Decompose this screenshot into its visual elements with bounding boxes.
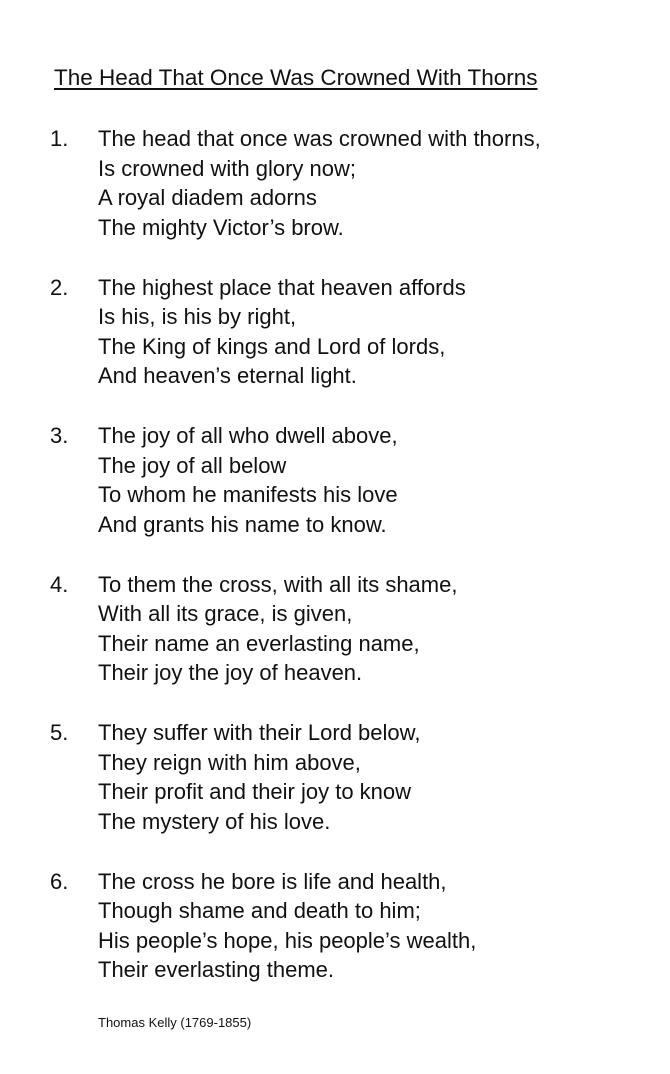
verse-line: The joy of all below [98,452,287,478]
verse-lines [98,867,476,985]
verse-line: They reign with him above, [98,749,361,775]
verse-line: The head that once was crowned with thorns, [98,126,541,151]
verse-line: Is crowned with glory now; [98,155,356,181]
verse-line: And heaven’s eternal light. [98,363,357,389]
verse-line: And grants his name to know. [98,511,387,537]
verse-line: The mystery of his love. [98,808,331,834]
verse-line: Is his, is his by right, [98,304,297,330]
verse-line: Their joy the joy of heaven. [98,660,363,686]
verse-number: 5. [50,720,69,745]
verse-lines [98,570,457,688]
verse-lines [98,124,541,242]
verse-lines [98,273,466,391]
verse-number: 2. [50,274,69,300]
verse-line: Their profit and their joy to know [98,779,412,805]
verse-line: With all its grace, is given, [98,601,353,627]
verse-number: 6. [50,868,69,894]
verse-line: To whom he manifests his love [98,482,398,508]
verse-line: Though shame and death to him; [98,898,421,924]
verse-line: The mighty Victor’s brow. [98,214,344,240]
verse-number: 4. [50,571,69,597]
verse-lines [98,718,420,836]
hymn-title: The Head That Once Was Crowned With Thorns [54,65,538,90]
verse-line: The King of kings and Lord of lords, [98,333,446,359]
verse-number: 3. [50,423,69,448]
verse-line: His people’s hope, his people’s wealth, [98,927,477,953]
verse-line: They suffer with their Lord below, [98,720,421,745]
author-attribution: Thomas Kelly (1769-1855) [98,1015,252,1030]
verse-line: To them the cross, with all its shame, [98,571,458,597]
verse-line: The cross he bore is life and health, [98,868,447,894]
verse-line: A royal diadem adorns [98,185,317,211]
verse-lines [98,421,398,539]
verse-line: Their everlasting theme. [98,957,334,983]
verse-number: 1. [50,126,69,151]
verse-line: The joy of all who dwell above, [98,423,398,448]
verse-line: The highest place that heaven affords [98,274,466,300]
verse-line: Their name an everlasting name, [98,630,420,656]
